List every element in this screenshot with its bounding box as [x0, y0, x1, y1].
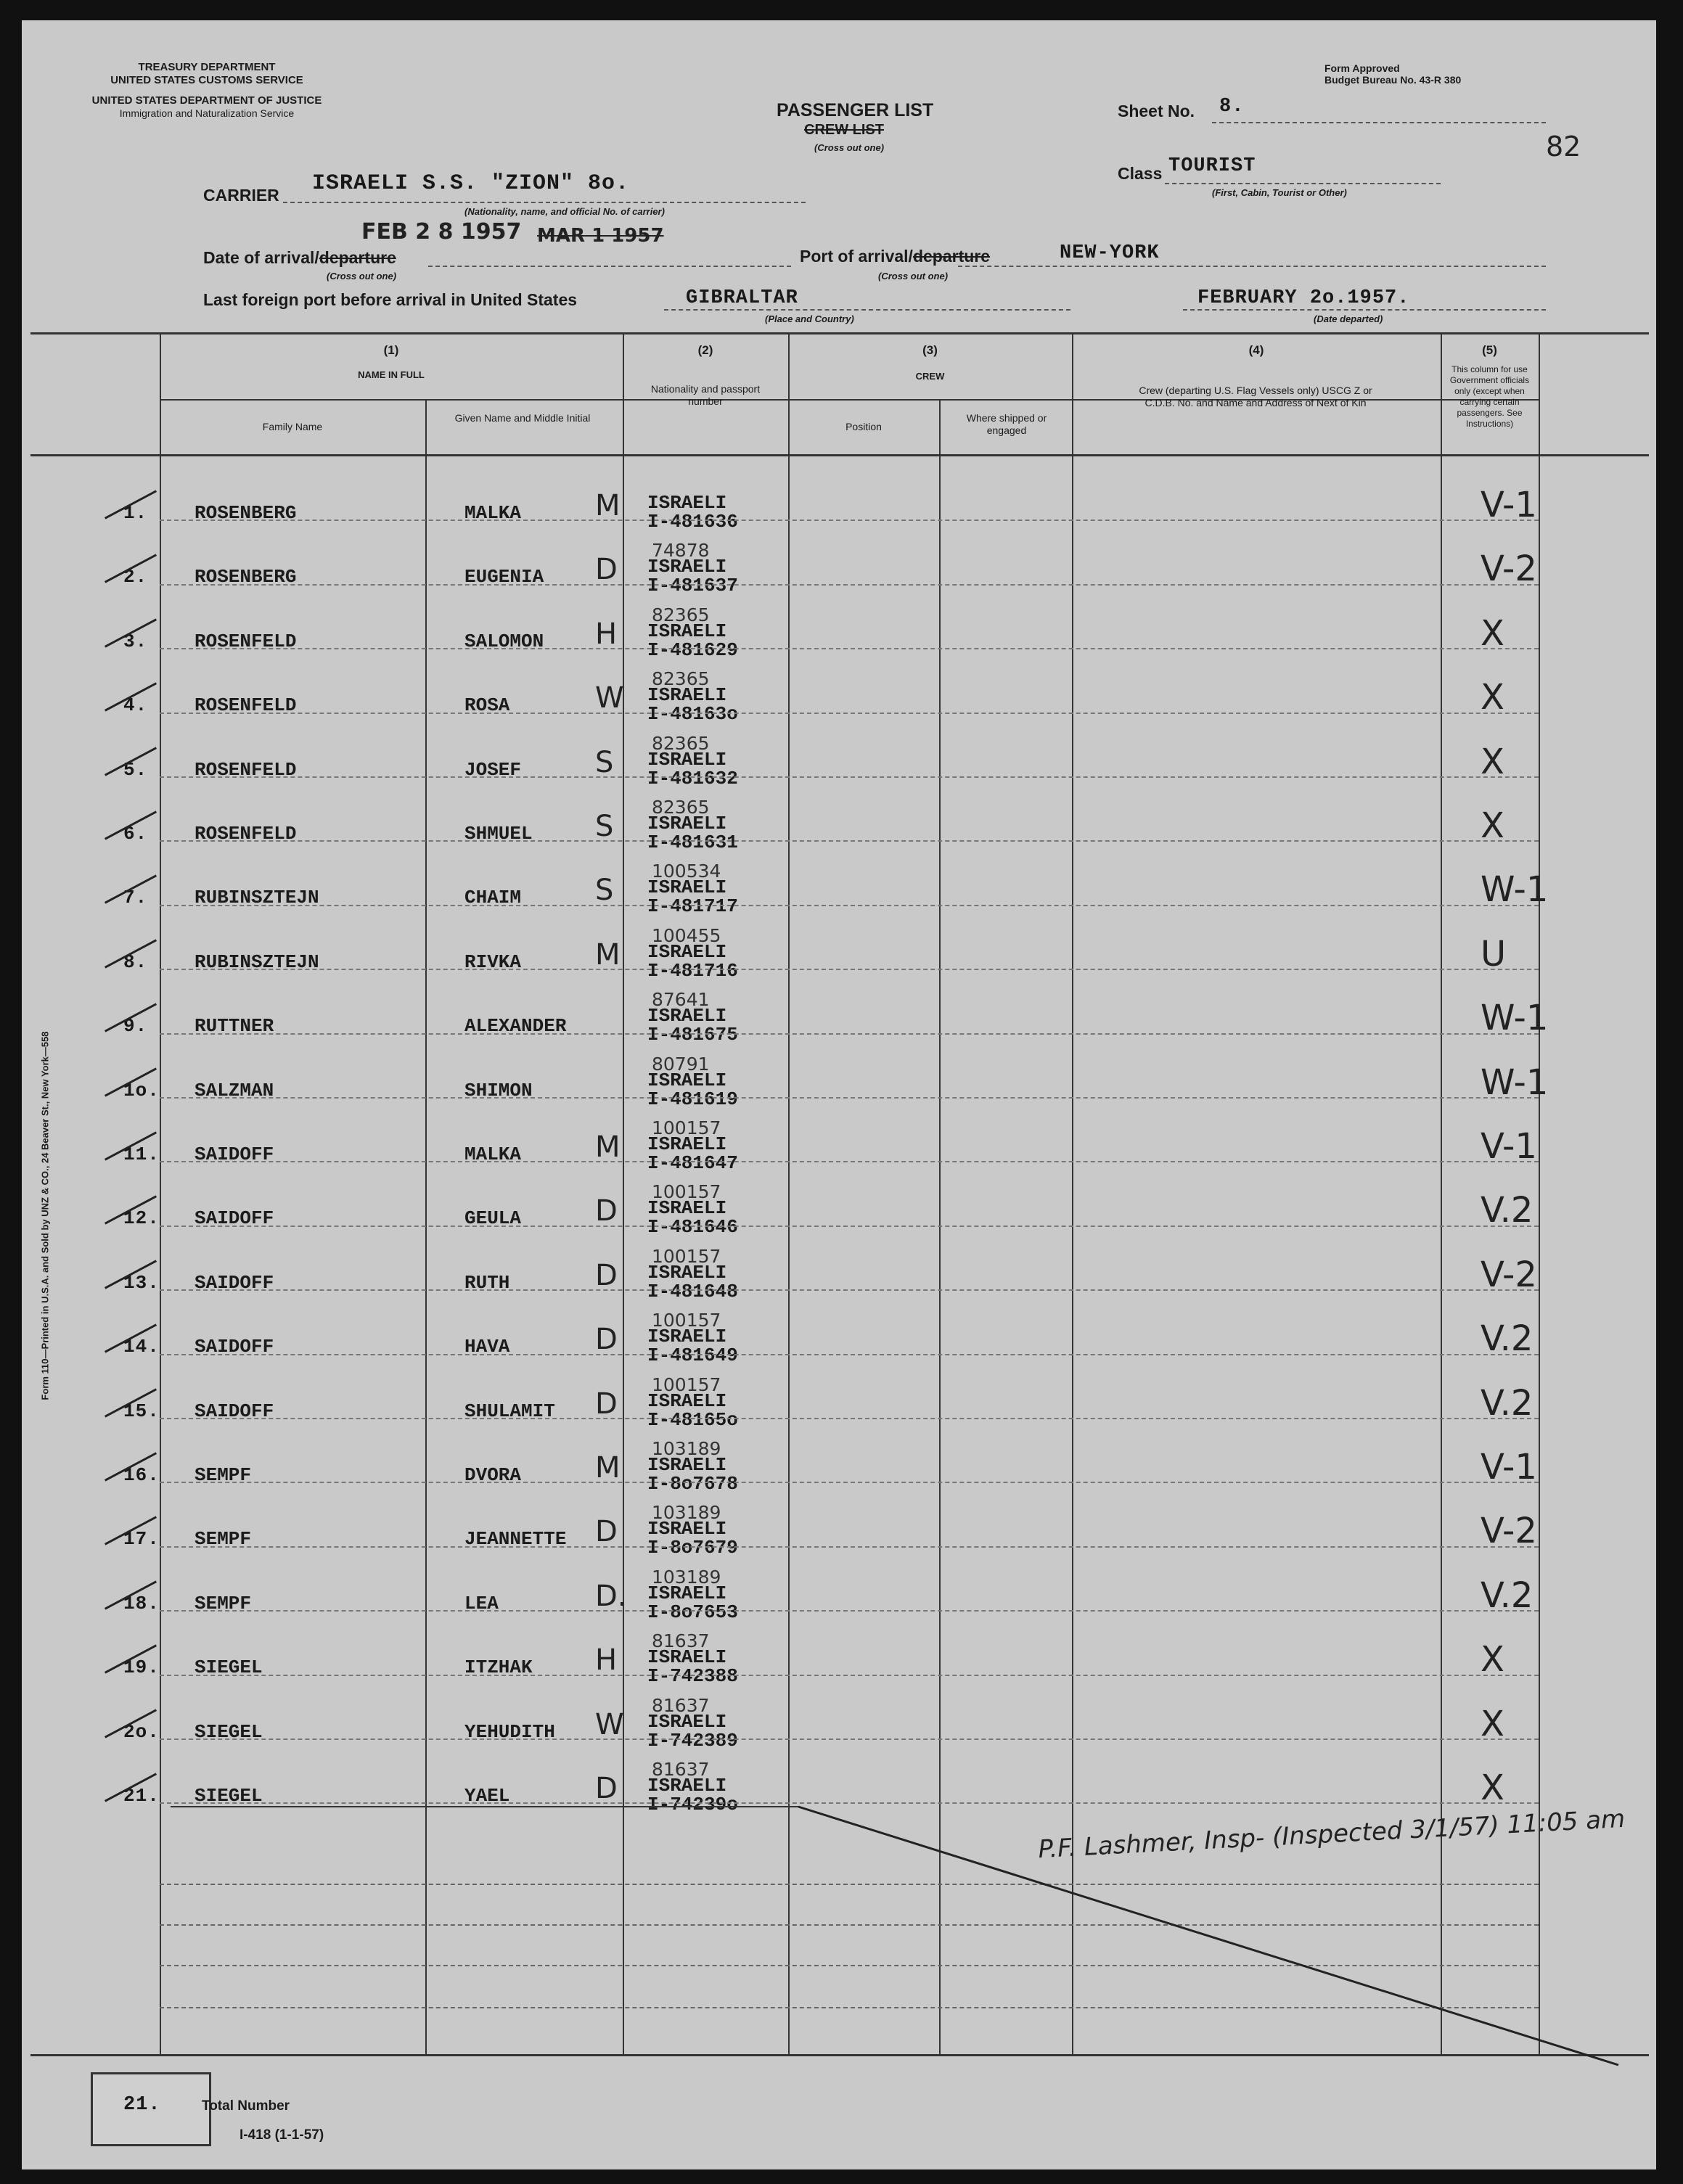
cancel-diagonal-line	[22, 20, 1656, 2169]
handwritten-code: 100157	[652, 1246, 721, 1267]
page-number: 82	[1546, 131, 1581, 163]
passport-number: I-481631	[647, 832, 738, 853]
agency-line-1: TREASURY DEPARTMENT	[138, 61, 276, 73]
crew-kin-header: Crew (departing U.S. Flag Vessels only) USCG Z or C.D.B. No. and Name and Address of Next of Kin	[1139, 385, 1372, 409]
family-name: ROSENFELD	[194, 759, 297, 781]
passport-number: I-481637	[647, 575, 738, 596]
relationship-mark: S	[595, 746, 614, 779]
given-name: ITZHAK	[464, 1657, 533, 1678]
given-name: YEHUDITH	[464, 1721, 555, 1743]
handwritten-code: 100157	[652, 1117, 721, 1138]
given-name: SHULAMIT	[464, 1400, 555, 1422]
arrival-cross-note: (Cross out one)	[327, 271, 397, 282]
nationality: ISRAELI	[647, 1646, 727, 1668]
relationship-mark: D	[595, 553, 618, 586]
official-mark: X	[1481, 1768, 1504, 1808]
handwritten-code: 82365	[652, 797, 710, 818]
passport-number: I-481717	[647, 895, 738, 917]
arrival-date-struck: MAR 1 1957	[537, 225, 664, 247]
class-label: Class	[1118, 164, 1163, 183]
crew-list-struck: CREW LIST	[804, 122, 884, 138]
form-number: I-418 (1-1-57)	[239, 2127, 324, 2143]
passport-number: I-8o7653	[647, 1601, 738, 1623]
official-mark: X	[1481, 677, 1504, 718]
total-label: Total Number	[202, 2098, 290, 2114]
handwritten-code: 100157	[652, 1310, 721, 1331]
nationality: ISRAELI	[647, 1326, 727, 1347]
passport-number: I-48163o	[647, 703, 738, 725]
nationality: ISRAELI	[647, 1197, 727, 1219]
passport-number: I-481636	[647, 511, 738, 533]
official-mark: V-2	[1481, 1511, 1537, 1551]
nationality: ISRAELI	[647, 1390, 727, 1412]
official-mark: X	[1481, 1704, 1504, 1744]
nationality: ISRAELI	[647, 1518, 727, 1540]
given-name: GEULA	[464, 1207, 522, 1229]
given-name: HAVA	[464, 1336, 510, 1358]
family-name: RUBINSZTEJN	[194, 951, 319, 973]
given-name: YAEL	[464, 1785, 510, 1807]
nationality: ISRAELI	[647, 1005, 727, 1027]
family-name: SAIDOFF	[194, 1272, 274, 1294]
nationality: ISRAELI	[647, 620, 727, 642]
passport-number: I-481632	[647, 768, 738, 789]
family-name: ROSENBERG	[194, 502, 297, 524]
relationship-mark: D	[595, 1194, 618, 1228]
row-number: 14.	[123, 1336, 160, 1358]
official-mark: W-1	[1481, 998, 1549, 1038]
official-mark: W-1	[1481, 1062, 1549, 1103]
handwritten-code: 82365	[652, 668, 710, 689]
family-name: SAIDOFF	[194, 1400, 274, 1422]
page-title: PASSENGER LIST	[777, 100, 934, 120]
passport-number: I-481648	[647, 1281, 738, 1302]
given-name-header: Given Name and Middle Initial	[454, 412, 591, 424]
handwritten-code: 100534	[652, 861, 721, 882]
relationship-mark: D	[595, 1772, 618, 1805]
passport-number: I-8o7679	[647, 1537, 738, 1559]
handwritten-code: 82365	[652, 604, 710, 625]
relationship-mark: D	[595, 1259, 618, 1292]
family-name: SALZMAN	[194, 1080, 274, 1101]
relationship-mark: S	[595, 810, 614, 843]
total-value: 21.	[123, 2094, 161, 2116]
relationship-mark: D.	[595, 1580, 627, 1613]
nationality: ISRAELI	[647, 877, 727, 898]
officials-header: This column for use Government officials only (except when carrying certain passengers. See Instructions)	[1449, 364, 1530, 429]
given-name: LEA	[464, 1593, 499, 1614]
official-mark: V-2	[1481, 1255, 1537, 1295]
passport-number: I-481716	[647, 960, 738, 982]
official-mark: W-1	[1481, 869, 1549, 910]
row-number: 1o.	[123, 1080, 160, 1101]
col5-number: (5)	[1482, 343, 1497, 357]
budget-bureau: Budget Bureau No. 43-R 380	[1324, 74, 1462, 86]
row-number: 2.	[123, 566, 148, 588]
row-number: 17.	[123, 1528, 160, 1550]
row-number: 6.	[123, 823, 148, 845]
relationship-mark: D	[595, 1515, 618, 1548]
port-value: NEW-YORK	[1060, 242, 1160, 264]
side-print: Form 110—Printed in U.S.A. and Sold by UNZ & CO., 24 Beaver St., New York—558	[39, 1031, 51, 1400]
handwritten-code: 81637	[652, 1695, 710, 1716]
relationship-mark: M	[595, 938, 621, 972]
family-name: SEMPF	[194, 1593, 252, 1614]
passport-number: I-481646	[647, 1216, 738, 1238]
row-number: 13.	[123, 1272, 160, 1294]
handwritten-code: 100455	[652, 925, 721, 946]
family-name: SAIDOFF	[194, 1144, 274, 1165]
nationality-header: Nationality and passport number	[650, 383, 761, 407]
handwritten-code: 74878	[652, 540, 710, 561]
handwritten-code: 80791	[652, 1054, 710, 1075]
handwritten-code: 87641	[652, 989, 710, 1010]
class-note: (First, Cabin, Tourist or Other)	[1212, 187, 1347, 198]
col1-number: (1)	[383, 343, 399, 357]
nationality: ISRAELI	[647, 1711, 727, 1733]
passport-number: I-8o7678	[647, 1473, 738, 1495]
port-of-arrival-label: Port of arrival/departure	[800, 247, 991, 266]
given-name: ALEXANDER	[464, 1015, 567, 1037]
port-departure-struck: departure	[912, 247, 991, 266]
family-name: RUBINSZTEJN	[194, 887, 319, 908]
row-number: 4.	[123, 694, 148, 716]
nationality: ISRAELI	[647, 556, 727, 578]
official-mark: V-1	[1481, 485, 1537, 525]
carrier-value: ISRAELI S.S. "ZION" 8o.	[312, 171, 630, 196]
row-number: 5.	[123, 759, 148, 781]
row-number: 8.	[123, 951, 148, 973]
official-mark: V.2	[1481, 1190, 1533, 1231]
row-number: 9.	[123, 1015, 148, 1037]
handwritten-code: 100157	[652, 1181, 721, 1202]
relationship-mark: W	[595, 681, 624, 715]
handwritten-code: 103189	[652, 1438, 721, 1459]
passport-number: I-481647	[647, 1152, 738, 1174]
inspection-note: P.F. Lashmer, Insp- (Inspected 3/1/57) 11:05 am	[1037, 1804, 1626, 1865]
date-departed-note: (Date departed)	[1314, 313, 1383, 324]
row-number: 15.	[123, 1400, 160, 1422]
nationality: ISRAELI	[647, 492, 727, 514]
passport-number: I-481629	[647, 639, 738, 661]
port-cross-note: (Cross out one)	[878, 271, 949, 282]
sheet-label: Sheet No.	[1118, 102, 1195, 120]
col3-number: (3)	[922, 343, 938, 357]
relationship-mark: H	[595, 1643, 618, 1677]
carrier-note: (Nationality, name, and official No. of carrier)	[464, 206, 665, 217]
given-name: SALOMON	[464, 631, 544, 652]
given-name: CHAIM	[464, 887, 522, 908]
family-name: SEMPF	[194, 1528, 252, 1550]
handwritten-code: 81637	[652, 1759, 710, 1780]
where-shipped-header: Where shipped or engaged	[966, 412, 1047, 436]
family-name: SIEGEL	[194, 1785, 263, 1807]
row-number: 3.	[123, 631, 148, 652]
nationality: ISRAELI	[647, 749, 727, 771]
handwritten-code: 103189	[652, 1502, 721, 1523]
row-number: 7.	[123, 887, 148, 908]
nationality: ISRAELI	[647, 1582, 727, 1604]
given-name: ROSA	[464, 694, 510, 716]
date-departed-value: FEBRUARY 2o.1957.	[1197, 287, 1410, 309]
family-name: ROSENFELD	[194, 631, 297, 652]
passport-number: I-481649	[647, 1345, 738, 1366]
passport-number: I-74239o	[647, 1794, 738, 1815]
family-name-header: Family Name	[262, 421, 323, 432]
official-mark: X	[1481, 742, 1504, 782]
row-number: 21.	[123, 1785, 160, 1807]
col2-number: (2)	[697, 343, 713, 357]
official-mark: V-1	[1481, 1126, 1537, 1167]
row-number: 19.	[123, 1657, 160, 1678]
row-number: 16.	[123, 1464, 160, 1486]
given-name: SHIMON	[464, 1080, 533, 1101]
passport-number: I-481619	[647, 1088, 738, 1110]
handwritten-code: 82365	[652, 733, 710, 754]
relationship-mark: D	[595, 1387, 618, 1421]
family-name: SEMPF	[194, 1464, 252, 1486]
given-name: EUGENIA	[464, 566, 544, 588]
nationality: ISRAELI	[647, 813, 727, 834]
col4-number: (4)	[1248, 343, 1264, 357]
official-mark: U	[1481, 934, 1507, 974]
nationality: ISRAELI	[647, 1133, 727, 1155]
form-approved: Form Approved	[1324, 62, 1400, 74]
official-mark: V-2	[1481, 549, 1537, 589]
agency-line-3: UNITED STATES DEPARTMENT OF JUSTICE	[91, 94, 322, 107]
crew-header: CREW	[915, 371, 945, 382]
relationship-mark: M	[595, 1130, 621, 1164]
given-name: MALKA	[464, 1144, 522, 1165]
agency-line-2: UNITED STATES CUSTOMS SERVICE	[110, 74, 303, 86]
given-name: MALKA	[464, 502, 522, 524]
official-mark: X	[1481, 1639, 1504, 1680]
official-mark: X	[1481, 805, 1504, 846]
cross-out-note: (Cross out one)	[814, 142, 885, 153]
row-number: 12.	[123, 1207, 160, 1229]
official-mark: X	[1481, 613, 1504, 654]
family-name: ROSENBERG	[194, 566, 297, 588]
family-name: SAIDOFF	[194, 1336, 274, 1358]
family-name: ROSENFELD	[194, 823, 297, 845]
passenger-list-sheet	[22, 20, 1656, 2169]
passport-number: I-481675	[647, 1024, 738, 1046]
handwritten-code: 81637	[652, 1630, 710, 1651]
date-of-arrival-label: Date of arrival/departure	[203, 248, 396, 267]
row-number: 11.	[123, 1144, 160, 1165]
passport-number: I-48165o	[647, 1409, 738, 1431]
departure-struck: departure	[319, 248, 396, 267]
relationship-mark: H	[595, 617, 618, 651]
family-name: SAIDOFF	[194, 1207, 274, 1229]
relationship-mark: M	[595, 1451, 621, 1485]
relationship-mark: M	[595, 489, 621, 522]
official-mark: V.2	[1481, 1575, 1533, 1616]
agency-line-4: Immigration and Naturalization Service	[119, 107, 295, 119]
given-name: RIVKA	[464, 951, 522, 973]
handwritten-code: 103189	[652, 1567, 721, 1588]
class-value: TOURIST	[1168, 155, 1256, 177]
given-name: JEANNETTE	[464, 1528, 567, 1550]
place-note: (Place and Country)	[765, 313, 854, 324]
official-mark: V.2	[1481, 1383, 1533, 1424]
col1-title: NAME IN FULL	[358, 369, 425, 380]
relationship-mark: D	[595, 1323, 618, 1356]
handwritten-code: 100157	[652, 1374, 721, 1395]
family-name: RUTTNER	[194, 1015, 274, 1037]
relationship-mark: S	[595, 874, 614, 907]
row-number: 18.	[123, 1593, 160, 1614]
official-mark: V-1	[1481, 1447, 1537, 1487]
position-header: Position	[845, 421, 882, 432]
family-name: ROSENFELD	[194, 694, 297, 716]
nationality: ISRAELI	[647, 941, 727, 963]
relationship-mark: W	[595, 1708, 624, 1741]
last-port-label: Last foreign port before arrival in United States	[203, 290, 578, 309]
given-name: JOSEF	[464, 759, 522, 781]
nationality: ISRAELI	[647, 1262, 727, 1284]
nationality: ISRAELI	[647, 1775, 727, 1797]
given-name: RUTH	[464, 1272, 510, 1294]
given-name: SHMUEL	[464, 823, 533, 845]
sheet-number: 8.	[1219, 96, 1245, 118]
passport-number: I-742388	[647, 1665, 738, 1687]
carrier-label: CARRIER	[203, 186, 279, 205]
row-number: 2o.	[123, 1721, 160, 1743]
nationality: ISRAELI	[647, 1070, 727, 1091]
arrival-date-stamp: FEB 2 8 1957	[361, 219, 522, 245]
row-number: 1.	[123, 502, 148, 524]
nationality: ISRAELI	[647, 1454, 727, 1476]
last-port-value: GIBRALTAR	[686, 287, 798, 309]
nationality: ISRAELI	[647, 684, 727, 706]
family-name: SIEGEL	[194, 1657, 263, 1678]
given-name: DVORA	[464, 1464, 522, 1486]
passport-number: I-742389	[647, 1730, 738, 1752]
official-mark: V.2	[1481, 1318, 1533, 1359]
family-name: SIEGEL	[194, 1721, 263, 1743]
